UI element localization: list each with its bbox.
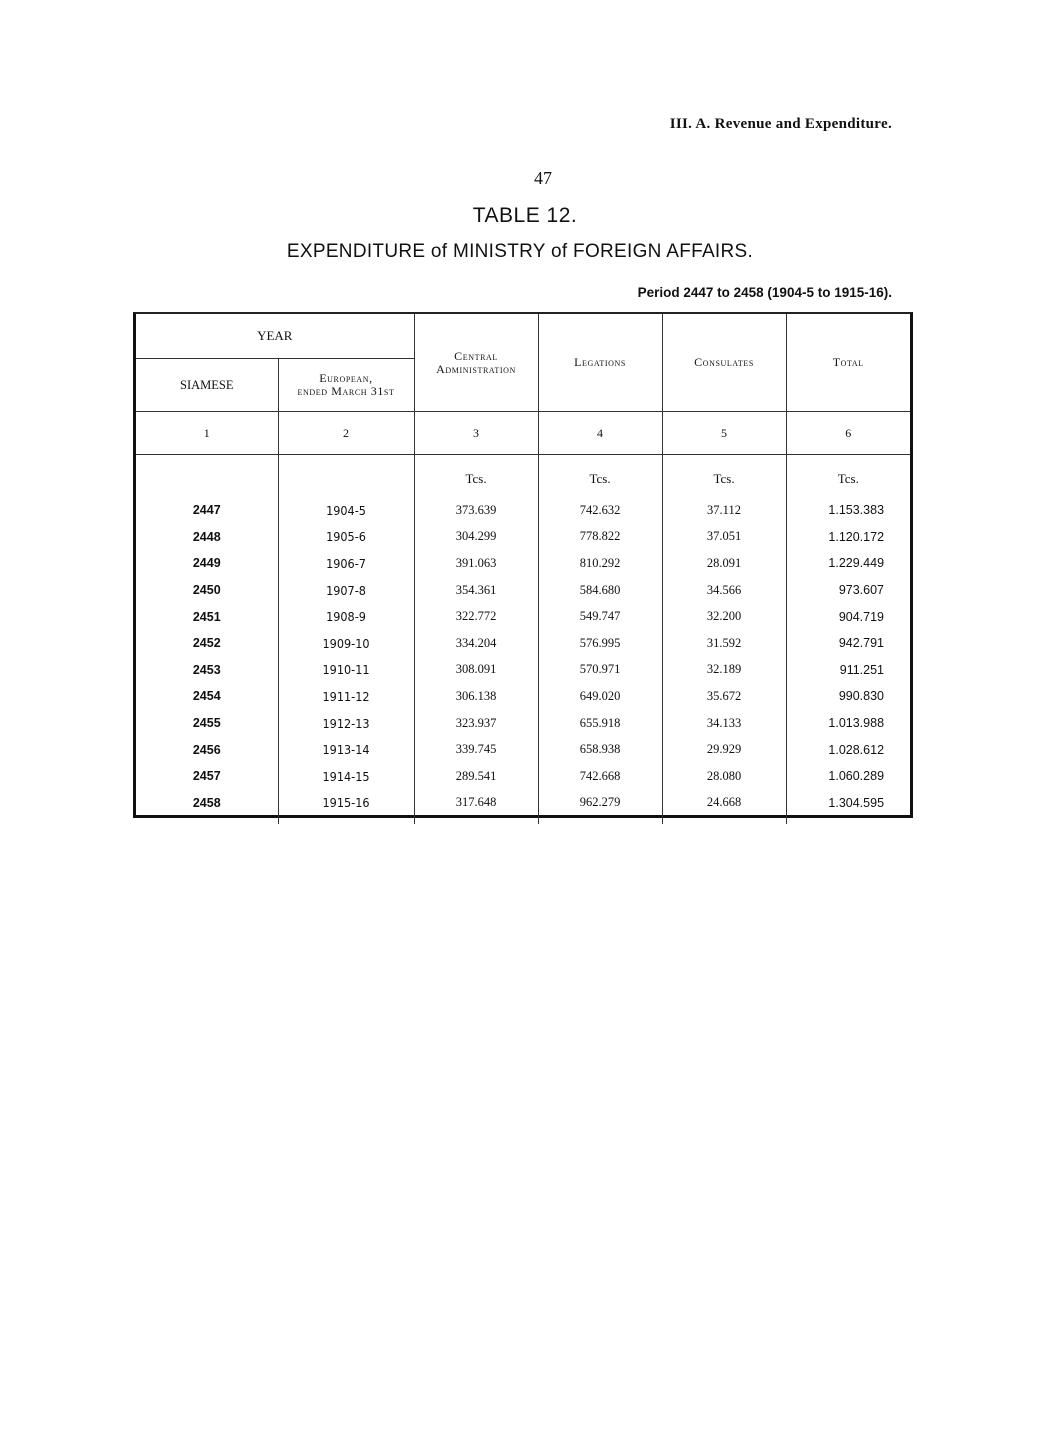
cell-central-administration: 322.772 (414, 603, 538, 630)
cell-consulates: 29.929 (662, 736, 786, 763)
column-number: 1 (136, 412, 278, 455)
cell-total: 904.719 (838, 609, 885, 624)
cell-total: 1.013.988 (828, 716, 885, 731)
cell-legations: 655.918 (538, 710, 662, 737)
cell-siamese-year: 2451 (136, 603, 278, 630)
table-row (136, 736, 910, 763)
cell-consulates: 35.672 (662, 683, 786, 710)
unit-label: Tcs. (414, 455, 538, 498)
cell-european-year: 1915-16 (278, 790, 414, 817)
expenditure-table (133, 312, 913, 818)
table-title: TABLE 12. (472, 204, 578, 227)
cell-central-administration: 306.138 (414, 683, 538, 710)
cell-legations: 584.680 (538, 577, 662, 604)
cell-total: 973.607 (838, 583, 885, 598)
table-row (136, 524, 910, 551)
table-row (136, 763, 910, 790)
table-row (136, 497, 910, 524)
cell-european-year: 1908-9 (278, 603, 414, 630)
cell-legations: 778.822 (538, 524, 662, 551)
cell-european-year: 1905-6 (278, 524, 414, 551)
table-row (136, 790, 910, 817)
cell-consulates: 34.566 (662, 577, 786, 604)
cell-total: 990.830 (838, 689, 885, 704)
unit-label: Tcs. (538, 455, 662, 498)
column-number: 3 (414, 412, 538, 455)
table-row (136, 657, 910, 684)
table-row (136, 577, 910, 604)
unit-label: Tcs. (662, 455, 786, 498)
cell-central-administration: 373.639 (414, 497, 538, 524)
cell-legations: 962.279 (538, 790, 662, 817)
header-central-line1: Central (454, 348, 498, 363)
cell-siamese-year: 2458 (136, 790, 278, 817)
cell-siamese-year: 2457 (136, 763, 278, 790)
running-head: III. A. Revenue and Expenditure. (669, 116, 892, 132)
unit-row (136, 455, 910, 498)
table-row (136, 683, 910, 710)
cell-european-year: 1913-14 (278, 736, 414, 763)
cell-total: 1.229.449 (828, 556, 885, 571)
cell-legations: 810.292 (538, 550, 662, 577)
column-number-row (136, 412, 910, 455)
cell-legations: 742.668 (538, 763, 662, 790)
cell-central-administration: 317.648 (414, 790, 538, 817)
cell-consulates: 32.189 (662, 657, 786, 684)
cell-legations: 549.747 (538, 603, 662, 630)
cell-siamese-year: 2450 (136, 577, 278, 604)
cell-central-administration: 391.063 (414, 550, 538, 577)
cell-total: 1.120.172 (828, 529, 885, 544)
cell-central-administration: 334.204 (414, 630, 538, 657)
cell-consulates: 37.112 (662, 497, 786, 524)
cell-total: 1.060.289 (828, 769, 885, 784)
cell-legations: 742.632 (538, 497, 662, 524)
header-siamese: SIAMESE (136, 359, 278, 412)
cell-siamese-year: 2456 (136, 736, 278, 763)
cell-european-year: 1914-15 (278, 763, 414, 790)
header-european (278, 359, 414, 412)
cell-european-year: 1909-10 (278, 630, 414, 657)
cell-siamese-year: 2453 (136, 657, 278, 684)
cell-consulates: 32.200 (662, 603, 786, 630)
header-central-line2: Administration (436, 361, 516, 376)
cell-siamese-year: 2448 (136, 524, 278, 551)
cell-siamese-year: 2455 (136, 710, 278, 737)
cell-total: 1.304.595 (828, 795, 885, 810)
cell-total: 911.251 (839, 662, 885, 677)
header-year: YEAR (136, 314, 414, 359)
cell-european-year: 1904-5 (278, 497, 414, 524)
cell-european-year: 1910-11 (278, 657, 414, 684)
cell-central-administration: 354.361 (414, 577, 538, 604)
expenditure-grid (136, 314, 910, 824)
cell-consulates: 34.133 (662, 710, 786, 737)
cell-siamese-year: 2452 (136, 630, 278, 657)
cell-legations: 576.995 (538, 630, 662, 657)
cell-total: 942.791 (838, 636, 885, 651)
table-row (136, 710, 910, 737)
cell-total: 1.153.383 (828, 503, 885, 518)
unit-label: Tcs. (837, 471, 859, 486)
cell-siamese-year: 2447 (136, 497, 278, 524)
cell-consulates: 31.592 (662, 630, 786, 657)
column-number: 2 (278, 412, 414, 455)
header-legations: Legations (538, 314, 662, 412)
cell-central-administration: 323.937 (414, 710, 538, 737)
cell-central-administration: 339.745 (414, 736, 538, 763)
cell-european-year: 1907-8 (278, 577, 414, 604)
header-total: Total (786, 314, 910, 412)
cell-legations: 570.971 (538, 657, 662, 684)
cell-central-administration: 308.091 (414, 657, 538, 684)
table-row (136, 550, 910, 577)
column-number: 6 (786, 412, 910, 455)
cell-central-administration: 289.541 (414, 763, 538, 790)
cell-legations: 649.020 (538, 683, 662, 710)
cell-consulates: 24.668 (662, 790, 786, 817)
table-row (136, 630, 910, 657)
cell-consulates: 28.091 (662, 550, 786, 577)
cell-central-administration: 304.299 (414, 524, 538, 551)
column-number: 5 (662, 412, 786, 455)
cell-consulates: 28.080 (662, 763, 786, 790)
page-number: 47 (534, 168, 552, 188)
table-row (136, 603, 910, 630)
header-european-line2: ended March 31st (297, 384, 395, 398)
cell-total: 1.028.612 (828, 742, 885, 757)
header-central (414, 314, 538, 412)
table-subtitle: EXPENDITURE of MINISTRY of FOREIGN AFFAIRS. (286, 241, 754, 262)
period-caption: Period 2447 to 2458 (1904-5 to 1915-16). (637, 285, 892, 300)
cell-consulates: 37.051 (662, 524, 786, 551)
column-number: 4 (538, 412, 662, 455)
header-consulates: Consulates (662, 314, 786, 412)
cell-european-year: 1911-12 (278, 683, 414, 710)
cell-legations: 658.938 (538, 736, 662, 763)
header-european-line1: European, (319, 371, 373, 385)
cell-siamese-year: 2454 (136, 683, 278, 710)
cell-european-year: 1906-7 (278, 550, 414, 577)
data-rows (136, 497, 910, 816)
cell-siamese-year: 2449 (136, 550, 278, 577)
cell-european-year: 1912-13 (278, 710, 414, 737)
